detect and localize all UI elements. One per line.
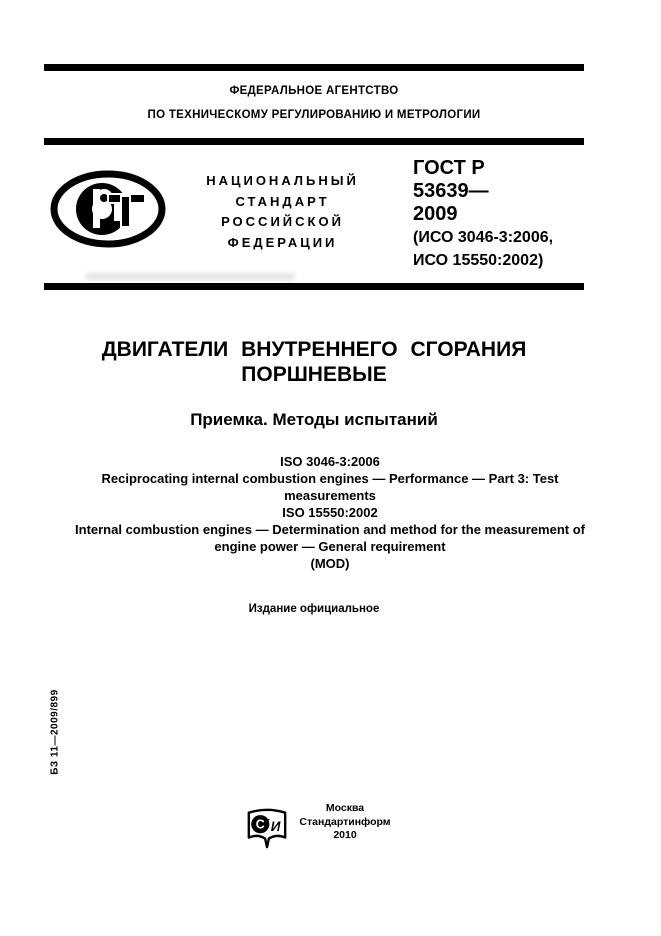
imprint-block <box>293 802 397 843</box>
edition-note: Издание официальное <box>248 603 380 615</box>
iso-reference-line: ISO 15550:2002 <box>282 505 378 520</box>
imprint-year: 2010 <box>333 829 357 841</box>
header-rule <box>44 138 584 145</box>
iso-reference-line: Reciprocating internal combustion engines — Performance — Part 3: Test <box>101 471 559 486</box>
iso-reference-line: ISO 3046-3:2006 <box>280 454 380 469</box>
org-line: ФЕДЕРАЦИИ <box>227 234 338 250</box>
designation-line: ИСО 15550:2002) <box>413 252 544 269</box>
org-line: НАЦИОНАЛЬНЫЙ <box>206 173 359 188</box>
standard-designation <box>413 157 553 272</box>
org-line: СТАНДАРТ <box>235 193 330 209</box>
imprint-city: Москва <box>325 802 365 814</box>
masthead-rule <box>44 283 584 290</box>
national-standard-label <box>170 171 395 253</box>
document-subtitle: Приемка. Методы испытаний <box>190 410 438 429</box>
document-title-line1: ДВИГАТЕЛИ ВНУТРЕННЕГО СГОРАНИЯ <box>101 338 527 361</box>
side-registration-code: БЗ 11—2009/899 <box>49 689 61 775</box>
org-line: РОССИЙСКОЙ <box>221 214 344 229</box>
designation-line: 53639— <box>413 180 489 202</box>
standartinform-emblem-icon <box>245 806 289 850</box>
svg-text:т: т <box>266 816 270 826</box>
iso-reference-line: (MOD) <box>310 556 350 571</box>
iso-reference-line: engine power — General requirement <box>214 539 446 554</box>
svg-text:И: И <box>270 818 281 834</box>
designation-line: (ИСО 3046-3:2006, <box>413 229 554 246</box>
top-rule <box>44 64 584 71</box>
document-title-line2: ПОРШНЕВЫЕ <box>241 363 387 386</box>
imprint-publisher: Стандартинформ <box>299 815 391 828</box>
designation-line: 2009 <box>413 203 458 225</box>
rst-certification-mark-icon <box>50 170 166 248</box>
iso-reference-block <box>30 453 630 572</box>
iso-reference-line: measurements <box>284 488 376 503</box>
scan-ghost-artifact <box>85 273 295 280</box>
iso-reference-line: Internal combustion engines — Determination and method for the measurement of <box>75 522 585 537</box>
agency-name-line2: ПО ТЕХНИЧЕСКОМУ РЕГУЛИРОВАНИЮ И МЕТРОЛОГИИ <box>147 109 481 121</box>
designation-line: ГОСТ Р <box>413 157 485 179</box>
agency-name-line1: ФЕДЕРАЛЬНОЕ АГЕНТСТВО <box>229 85 399 97</box>
svg-text:С: С <box>255 817 265 832</box>
